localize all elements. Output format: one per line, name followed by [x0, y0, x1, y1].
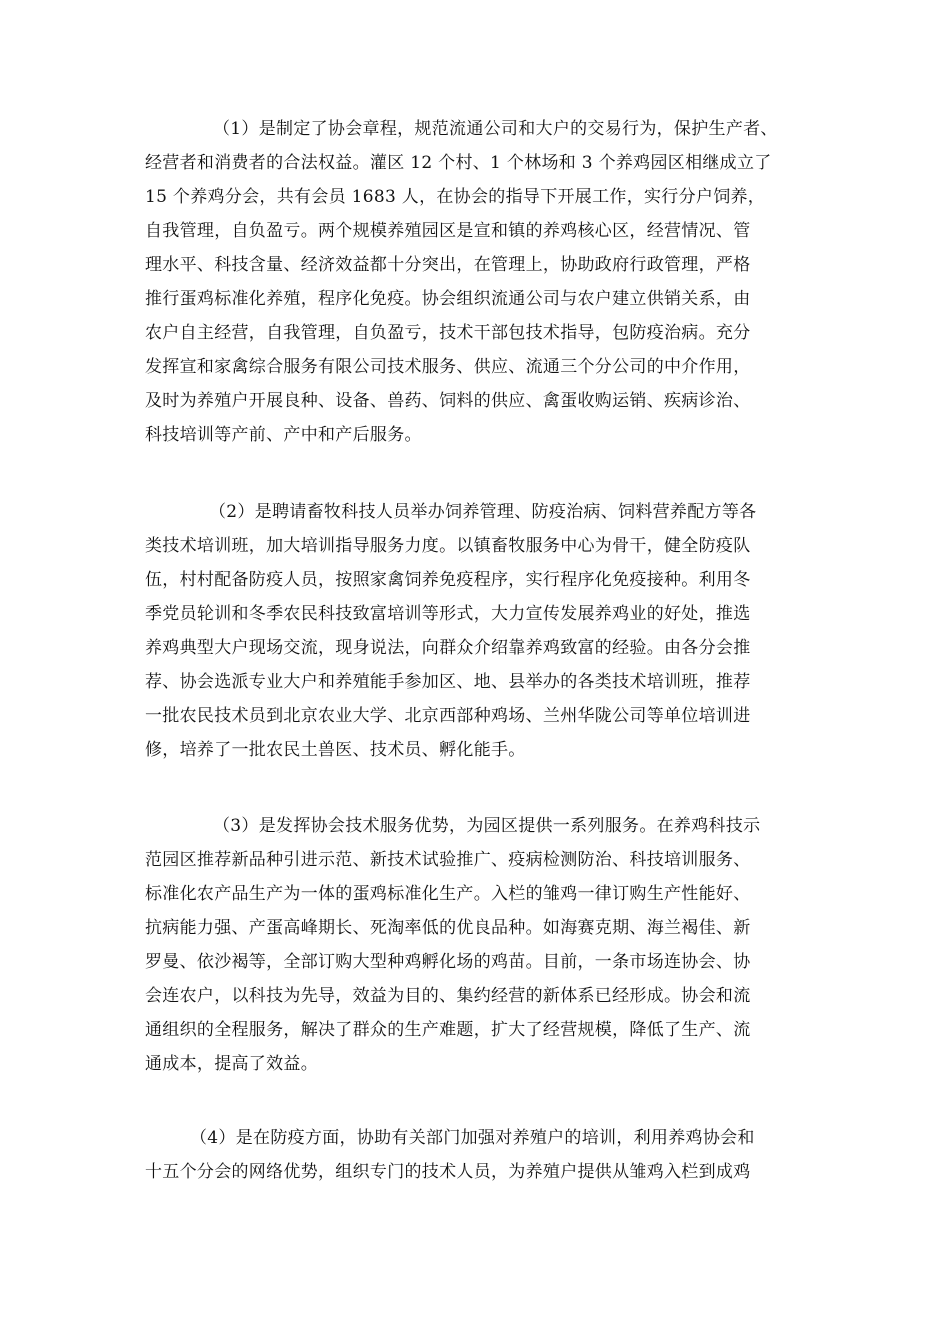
paragraph-line: 及时为养殖户开展良种、设备、兽药、饲料的供应、禽蛋收购运销、疾病诊治、 [145, 391, 751, 411]
paragraph-3 [145, 809, 815, 1081]
paragraph-line: （2）是聘请畜牧科技人员举办饲养管理、防疫治病、饲料营养配方等各 [209, 502, 757, 522]
paragraph-1 [145, 112, 815, 452]
paragraph-line: 通成本，提高了效益。 [145, 1054, 318, 1074]
paragraph-line: 推行蛋鸡标准化养殖，程序化免疫。协会组织流通公司与农户建立供销关系，由 [145, 289, 751, 309]
paragraph-line: 范园区推荐新品种引进示范、新技术试验推广、疫病检测防治、科技培训服务、 [145, 850, 751, 870]
paragraph-line: 修，培养了一批农民土兽医、技术员、孵化能手。 [145, 740, 526, 760]
paragraph-2 [145, 495, 815, 767]
paragraph-line: 类技术培训班，加大培训指导服务力度。以镇畜牧服务中心为骨干，健全防疫队 [145, 536, 751, 556]
paragraph-line: 荐、协会选派专业大户和养殖能手参加区、地、县举办的各类技术培训班，推荐 [145, 672, 751, 692]
paragraph-line: 一批农民技术员到北京农业大学、北京西部种鸡场、兰州华陇公司等单位培训进 [145, 706, 751, 726]
paragraph-line: 季党员轮训和冬季农民科技致富培训等形式，大力宣传发展养鸡业的好处，推选 [145, 604, 751, 624]
paragraph-line: （4）是在防疫方面，协助有关部门加强对养殖户的培训，利用养鸡协会和 [190, 1128, 755, 1148]
paragraph-line: 15 个养鸡分会，共有会员 1683 人，在协会的指导下开展工作，实行分户饲养， [145, 187, 766, 207]
paragraph-line: （3）是发挥协会技术服务优势，为园区提供一系列服务。在养鸡科技示 [213, 816, 761, 836]
paragraph-line: 十五个分会的网络优势，组织专门的技术人员，为养殖户提供从雏鸡入栏到成鸡 [145, 1162, 751, 1182]
paragraph-line: 伍，村村配备防疫人员，按照家禽饲养免疫程序，实行程序化免疫接种。利用冬 [145, 570, 751, 590]
paragraph-line: （1）是制定了协会章程，规范流通公司和大户的交易行为，保护生产者、 [213, 119, 778, 139]
paragraph-line: 标准化农产品生产为一体的蛋鸡标准化生产。入栏的雏鸡一律订购生产性能好、 [145, 884, 751, 904]
paragraph-line: 抗病能力强、产蛋高峰期长、死淘率低的优良品种。如海赛克期、海兰褐佳、新 [145, 918, 751, 938]
paragraph-line: 经营者和消费者的合法权益。灌区 12 个村、1 个林场和 3 个养鸡园区相继成立了 [145, 153, 772, 173]
paragraph-4 [145, 1121, 815, 1189]
paragraph-line: 科技培训等产前、产中和产后服务。 [145, 425, 422, 445]
paragraph-line: 农户自主经营，自我管理，自负盈亏，技术干部包技术指导，包防疫治病。充分 [145, 323, 751, 343]
paragraph-line: 会连农户，以科技为先导，效益为目的、集约经营的新体系已经形成。协会和流 [145, 986, 751, 1006]
paragraph-line: 养鸡典型大户现场交流，现身说法，向群众介绍靠养鸡致富的经验。由各分会推 [145, 638, 751, 658]
paragraph-line: 发挥宣和家禽综合服务有限公司技术服务、供应、流通三个分公司的中介作用， [145, 357, 751, 377]
paragraph-line: 自我管理，自负盈亏。两个规模养殖园区是宣和镇的养鸡核心区，经营情况、管 [145, 221, 751, 241]
paragraph-line: 理水平、科技含量、经济效益都十分突出，在管理上，协助政府行政管理，严格 [145, 255, 751, 275]
paragraph-line: 罗曼、依沙褐等，全部订购大型种鸡孵化场的鸡苗。目前，一条市场连协会、协 [145, 952, 751, 972]
paragraph-line: 通组织的全程服务，解决了群众的生产难题，扩大了经营规模，降低了生产、流 [145, 1020, 751, 1040]
